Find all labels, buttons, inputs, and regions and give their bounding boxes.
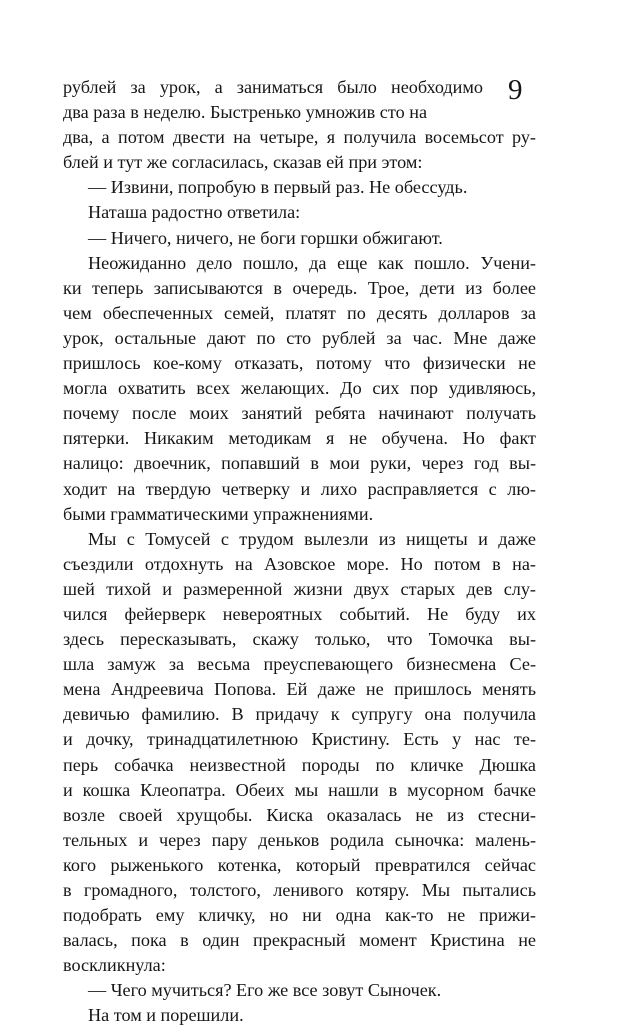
text-line: подобрать ему кличку, но ни одна как-то не прижи- [63,905,536,926]
text-line: два раза в неделю. Быстренько умножив сто на [63,102,428,123]
text-line: Наташа радостно ответила: [88,202,301,223]
page-number: 9 [508,74,523,106]
body-text [63,75,536,1029]
text-line: воскликнула: [63,955,166,976]
text-line: рублей за урок, а заниматься было необходимо [63,77,483,97]
text-line: два, а потом двести на четыре, я получила восемьсот ру- [63,127,536,148]
text-line: почему после моих занятий ребята начинают получать [63,403,536,424]
text-line: чем обеспеченных семей, платят по десять долларов за [63,302,536,323]
text-line: ходит на твердую четверку и лихо расправляется с лю- [63,478,536,499]
text-line: блей и тут же согласилась, сказав ей при этом: [63,152,423,173]
text-line: Мы с Томусей с трудом вылезли из нищеты и даже [88,528,536,549]
text-line: пришлось кое-кому отказать, потому что физически не [63,353,536,374]
text-line: пятерки. Никаким методикам я не обучена. Но факт [63,428,536,449]
text-line: кого рыженького котенка, который превратился сейчас [63,854,536,875]
text-line: в громадного, толстого, ленивого котяру. Мы пытались [63,880,536,900]
text-line: быми грамматическими упражнениями. [63,503,374,524]
text-line: и дочку, тринадцатилетнюю Кристину. Есть у нас те- [63,729,536,750]
text-line: перь собачка неизвестной породы по кличке Дюшка [63,754,536,775]
text-line: здесь пересказывать, скажу только, что Томочка вы- [63,629,536,650]
text-line: могла охватить всех желающих. До сих пор удивляюсь, [63,378,536,399]
text-line: мена Андреевича Попова. Ей даже не пришлось менять [63,679,536,700]
text-line: ки теперь записываются в очередь. Трое, дети из более [63,277,536,298]
text-line: На том и порешили. [88,1005,244,1026]
text-line: шей тихой и размеренной жизни двух старых дев слу- [63,578,536,599]
text-line: урок, остальные дают по сто рублей за час. Мне даже [63,327,536,348]
text-line: — Ничего, ничего, не боги горшки обжигают. [88,227,443,248]
text-line: и кошка Клеопатра. Обеих мы нашли в мусорном бачке [63,779,536,800]
text-line: шла замуж за весьма преуспевающего бизнесмена Се- [63,654,536,675]
text-line: — Чего мучиться? Его же все зовут Сыночек. [88,980,442,1001]
text-line: чился фейерверк невероятных событий. Не буду их [63,603,536,624]
text-line: валась, пока в один прекрасный момент Кристина не [63,930,536,951]
text-line: — Извини, попробую в первый раз. Не обессудь. [88,177,468,198]
text-line: налицо: двоечник, попавший в мои руки, через год вы- [63,453,536,474]
text-line: возле своей хрущобы. Киска оказалась не из стесни- [63,804,536,825]
text-line: съездили отдохнуть на Азовское море. Но потом в на- [63,553,536,574]
text-line: Неожиданно дело пошло, да еще как пошло. Учени- [88,252,536,273]
text-line: девичью фамилию. В придачу к супругу она получила [63,704,536,725]
text-line: тельных и через пару деньков родила сыночка: малень- [63,829,536,850]
